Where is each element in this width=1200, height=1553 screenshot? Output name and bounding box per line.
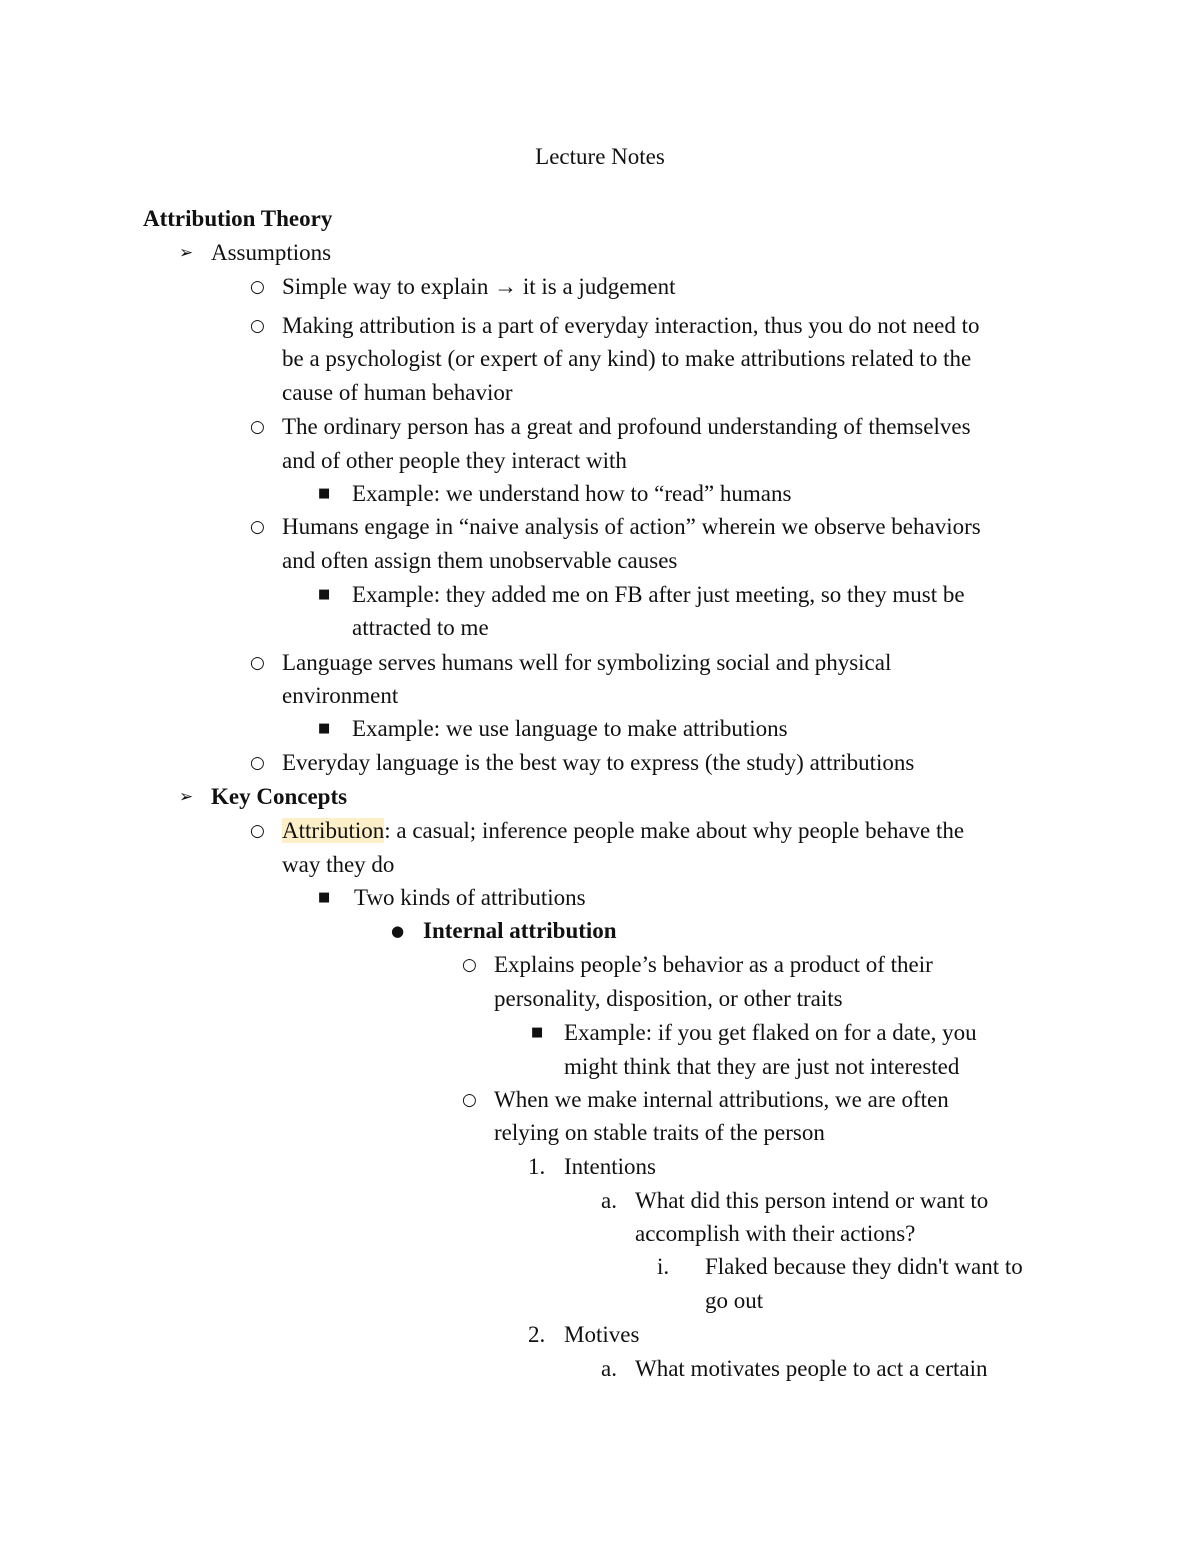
list-item-text: Internal attribution <box>423 918 617 943</box>
circle-bullet-icon: ○ <box>250 417 265 437</box>
list-item-text: go out <box>705 1288 764 1313</box>
list-item-text: personality, disposition, or other traits <box>494 986 843 1011</box>
list-item-text: way they do <box>282 852 395 877</box>
square-bullet-icon: ■ <box>318 587 331 602</box>
list-item-text: Simple way to explain → it is a judgement <box>282 274 676 299</box>
circle-bullet-icon: ○ <box>462 955 477 975</box>
list-item-text: When we make internal attributions, we are often <box>494 1087 949 1112</box>
list-item-text: Example: we use language to make attributions <box>352 716 788 741</box>
list-letter: a. <box>601 1356 617 1381</box>
list-item-text: Flaked because they didn't want to <box>705 1254 1023 1279</box>
section-heading: Attribution Theory <box>143 206 333 231</box>
list-item-text: Two kinds of attributions <box>354 885 586 910</box>
list-number: 1. <box>528 1154 546 1179</box>
list-item-text: What did this person intend or want to <box>635 1188 989 1213</box>
list-item-text: Explains people’s behavior as a product of their <box>494 952 933 977</box>
circle-bullet-icon: ○ <box>250 277 265 297</box>
highlighted-term: Attribution <box>282 818 385 843</box>
definition-text: : a casual; inference people make about why people behave the <box>384 818 965 843</box>
list-letter: a. <box>601 1188 617 1213</box>
list-item-text: relying on stable traits of the person <box>494 1120 825 1145</box>
page-title: Lecture Notes <box>535 144 665 169</box>
list-item-text: The ordinary person has a great and profound understanding of themselves <box>282 414 971 439</box>
list-number: 2. <box>528 1322 546 1347</box>
square-bullet-icon: ■ <box>318 486 331 501</box>
list-item-text: Example: if you get flaked on for a date, you <box>564 1020 977 1045</box>
list-item-text <box>282 816 964 846</box>
list-item-text: be a psychologist (or expert of any kind) to make attributions related to the <box>282 346 972 371</box>
list-item-text: Key Concepts <box>211 784 348 809</box>
dot-bullet-icon: ● <box>391 922 405 940</box>
list-item-text: Intentions <box>564 1154 656 1179</box>
list-item-text: Language serves humans well for symbolizing social and physical <box>282 650 892 675</box>
list-item-text: Example: they added me on FB after just meeting, so they must be <box>352 582 965 607</box>
circle-bullet-icon: ○ <box>250 316 265 336</box>
square-bullet-icon: ■ <box>531 1025 544 1040</box>
circle-bullet-icon: ○ <box>250 517 265 537</box>
square-bullet-icon: ■ <box>318 890 331 905</box>
list-item-text: What motivates people to act a certain <box>635 1356 988 1381</box>
list-item-text: accomplish with their actions? <box>635 1221 916 1246</box>
list-item-text: Humans engage in “naive analysis of action” wherein we observe behaviors <box>282 514 981 539</box>
list-item-text: Example: we understand how to “read” humans <box>352 481 792 506</box>
circle-bullet-icon: ○ <box>462 1090 477 1110</box>
list-item-text: Motives <box>564 1322 640 1347</box>
list-item-text: and often assign them unobservable causes <box>282 548 678 573</box>
arrow-bullet-icon: ➢ <box>179 243 194 263</box>
circle-bullet-icon: ○ <box>250 653 265 673</box>
arrow-bullet-icon: ➢ <box>179 787 194 807</box>
list-item-text: cause of human behavior <box>282 380 513 405</box>
list-item-text: Assumptions <box>211 240 332 265</box>
square-bullet-icon: ■ <box>318 721 331 736</box>
circle-bullet-icon: ○ <box>250 821 265 841</box>
circle-bullet-icon: ○ <box>250 753 265 773</box>
list-roman: i. <box>657 1254 670 1279</box>
list-item-text: Everyday language is the best way to express (the study) attributions <box>282 750 915 775</box>
list-item-text: Making attribution is a part of everyday interaction, thus you do not need to <box>282 313 980 338</box>
list-item-text: might think that they are just not interested <box>564 1054 960 1079</box>
list-item-text: attracted to me <box>352 615 489 640</box>
list-item-text: and of other people they interact with <box>282 448 627 473</box>
list-item-text: environment <box>282 683 399 708</box>
